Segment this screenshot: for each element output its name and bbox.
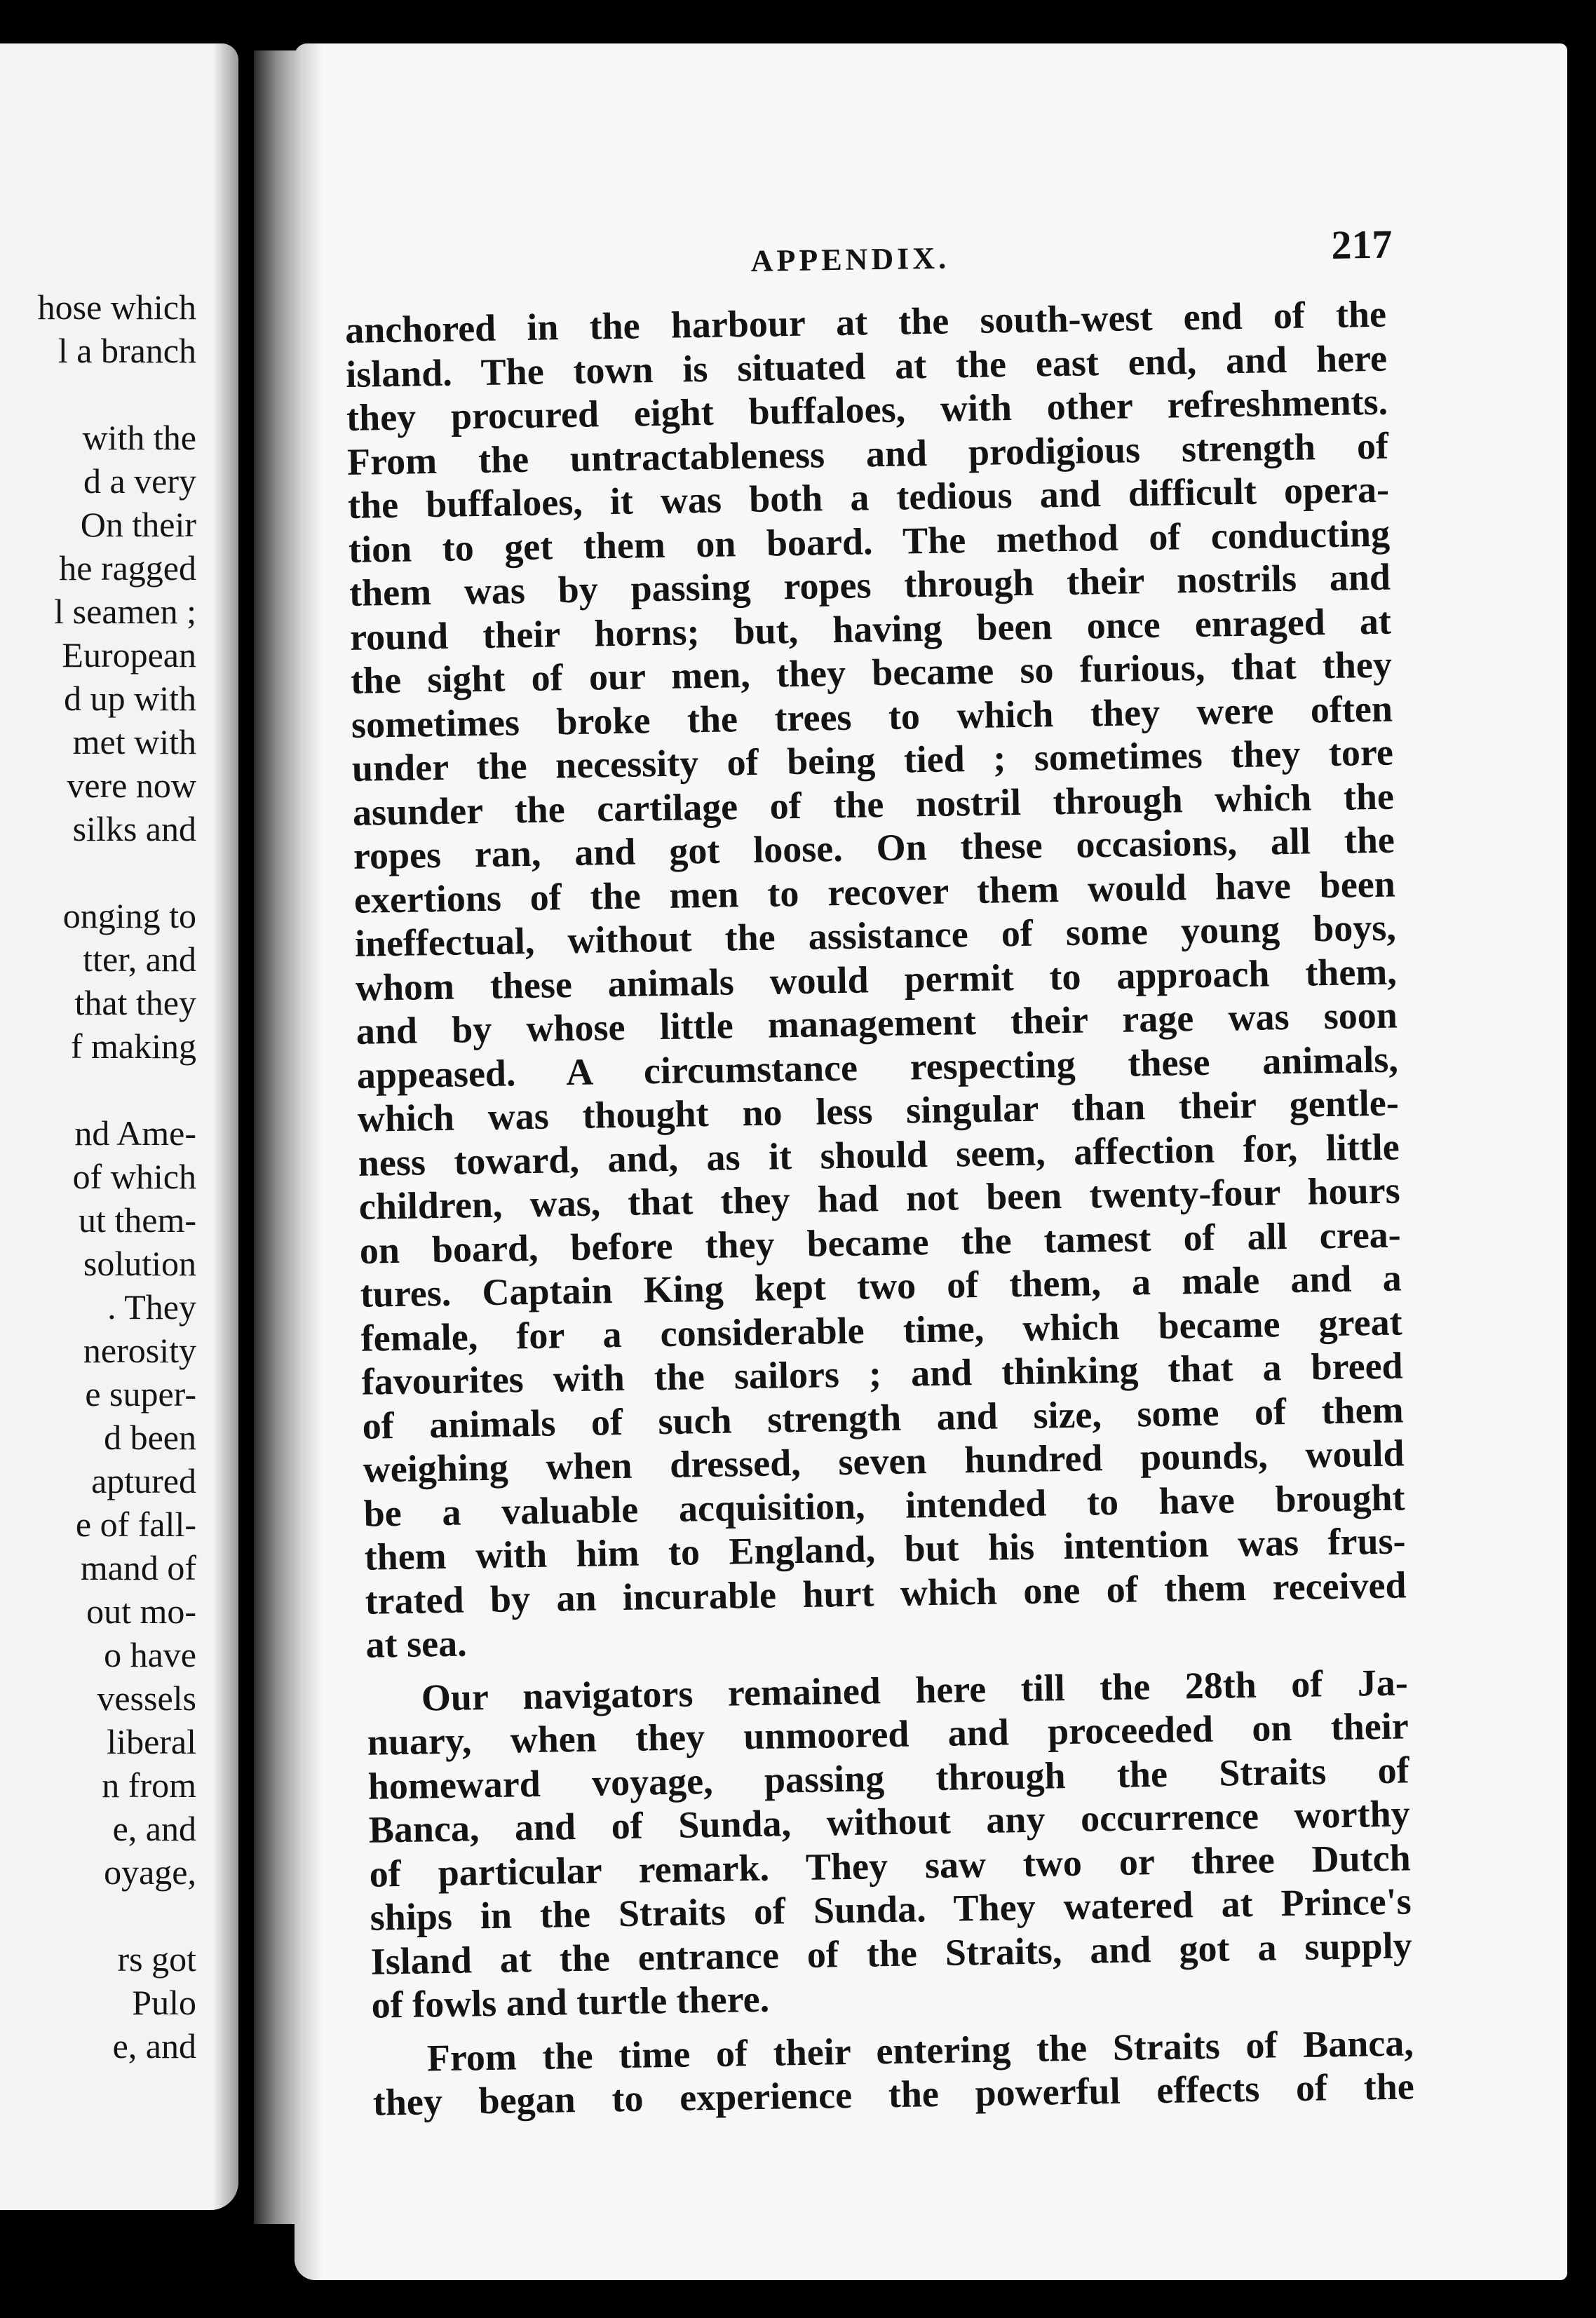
left-page-line: l a branch [58, 331, 196, 370]
left-page-line: o have [104, 1635, 196, 1674]
paragraph [366, 1660, 1413, 2027]
paragraph [345, 292, 1407, 1667]
text-line: tures. Captain King kept two of them, a male and a [360, 1256, 1402, 1315]
text-line: appeased. A circumstance respecting these animals, [356, 1038, 1399, 1097]
text-line: nuary, when they unmoored and proceeded on their [367, 1704, 1409, 1763]
text-line: Banca, and of Sunda, without any occurrence worthy [368, 1792, 1411, 1851]
left-page-line: that they [74, 983, 196, 1022]
left-page-text [0, 285, 196, 2068]
left-page-line: liberal [107, 1722, 196, 1761]
running-head: APPENDIX. [750, 240, 950, 278]
page-number: 217 [1330, 221, 1393, 268]
text-line: of particular remark. They saw two or three Dutch [369, 1836, 1412, 1895]
left-page-line: nerosity [83, 1331, 196, 1370]
left-page-line: ut them- [78, 1200, 196, 1240]
left-page-line: hose which [37, 287, 196, 327]
left-page-line: e of fall- [75, 1505, 196, 1544]
left-page-line: vere now [67, 766, 196, 805]
left-page-line [0, 372, 196, 416]
left-page-line: f making [70, 1026, 196, 1066]
text-line: From the untractableness and prodigious strength of [346, 424, 1389, 483]
text-line: of fowls and turtle there. [371, 1977, 770, 2026]
text-line: the buffaloes, it was both a tedious and difficult opera- [347, 468, 1390, 527]
left-page-line: oyage, [104, 1852, 196, 1892]
left-page-gutter-shadow [213, 43, 238, 2210]
text-line: children, was, that they had not been twenty-four hours [358, 1169, 1401, 1228]
text-line: which was thought no less singular than their gentle- [357, 1081, 1400, 1140]
left-page-line: d a very [83, 461, 196, 501]
left-page-line: d up with [64, 679, 196, 718]
left-page-line: of which [72, 1157, 196, 1196]
text-line: them with him to England, but his intention was frus- [364, 1519, 1406, 1578]
text-line: ineffectual, without the assistance of some young boys, [354, 906, 1397, 965]
left-page-line: European [62, 635, 196, 675]
left-page-line [0, 1894, 196, 1937]
left-page-line: tter, and [83, 940, 196, 979]
text-line: sometimes broke the trees to which they were often [351, 687, 1393, 746]
text-line: under the necessity of being tied ; sometimes they tore [351, 731, 1394, 789]
right-page [295, 43, 1567, 2280]
text-line: asunder the cartilage of the nostril through which the [352, 775, 1395, 834]
left-page-line: solution [83, 1244, 196, 1283]
left-page-line: . They [107, 1287, 196, 1327]
text-line: and by whose little management their rage was soon [356, 994, 1398, 1052]
left-page-line: nd Ame- [74, 1113, 196, 1153]
text-line: From the time of their entering the Straits of Banca, [426, 2021, 1414, 2079]
right-page-content [344, 217, 1414, 2124]
text-line: anchored in the harbour at the south-west end of the [344, 292, 1387, 351]
left-page-line: d been [104, 1418, 196, 1457]
left-page-line: onging to [62, 896, 196, 935]
text-line: exertions of the men to recover them would have been [353, 862, 1396, 921]
text-line: the sight of our men, they became so furious, that they [350, 643, 1393, 702]
left-page-line: l seamen ; [54, 592, 196, 631]
body-text [345, 292, 1415, 2125]
text-line: trated by an incurable hurt which one of them received [365, 1563, 1407, 1622]
left-page-line: with the [82, 418, 196, 457]
left-page-line: mand of [80, 1548, 196, 1587]
text-line: be a valuable acquisition, intended to have brought [363, 1475, 1405, 1535]
text-line: ropes ran, and got loose. On these occasions, all the [353, 818, 1395, 877]
text-line: island. The town is situated at the east end, and here [345, 337, 1388, 395]
text-line: at sea. [365, 1622, 468, 1666]
text-line: they began to experience the powerful effects of the [372, 2065, 1415, 2124]
text-line: weighing when dressed, seven hundred pounds, would [363, 1432, 1405, 1491]
left-page-line: vessels [97, 1679, 196, 1718]
left-page-line: n from [102, 1765, 196, 1805]
text-line: homeward voyage, passing through the Straits of [367, 1748, 1410, 1808]
text-line: Island at the entrance of the Straits, and got a supply [370, 1923, 1413, 1983]
left-page-line [0, 1068, 196, 1111]
left-page-line: rs got [117, 1939, 196, 1979]
text-line: they procured eight buffaloes, with other refreshments. [346, 380, 1388, 439]
text-line: ness toward, and, as it should seem, affection for, little [358, 1125, 1400, 1184]
text-line: round their horns; but, having been once enraged at [349, 599, 1392, 658]
left-page-line: he ragged [59, 548, 196, 588]
text-line: of animals of such strength and size, some of them [362, 1388, 1405, 1447]
text-line: tion to get them on board. The method of conducting [348, 512, 1391, 571]
text-line: favourites with the sailors ; and thinking that a breed [361, 1344, 1404, 1403]
left-page-line: met with [72, 722, 196, 761]
left-page-line: e super- [85, 1374, 196, 1414]
left-page-line: silks and [72, 809, 196, 848]
left-page-line: aptured [91, 1461, 196, 1500]
text-line: ships in the Straits of Sunda. They watered at Prince's [370, 1880, 1412, 1939]
left-page [0, 43, 238, 2210]
left-page-line: e, and [112, 2026, 196, 2066]
left-page-line: e, and [112, 1809, 196, 1848]
left-page-line: out mo- [86, 1592, 196, 1631]
text-line: female, for a considerable time, which became great [360, 1300, 1403, 1360]
book-spine [254, 50, 303, 2224]
text-line: on board, before they became the tamest of all crea- [359, 1212, 1402, 1272]
left-page-line: Pulo [132, 1983, 196, 2022]
left-page-line [0, 850, 196, 894]
paragraph [372, 2021, 1414, 2124]
left-page-line: On their [80, 505, 196, 544]
text-line: whom these animals would permit to approach them, [355, 950, 1398, 1009]
text-line: Our navigators remained here till the 28th of Ja- [421, 1660, 1409, 1719]
text-line: them was by passing ropes through their nostrils and [349, 555, 1391, 614]
